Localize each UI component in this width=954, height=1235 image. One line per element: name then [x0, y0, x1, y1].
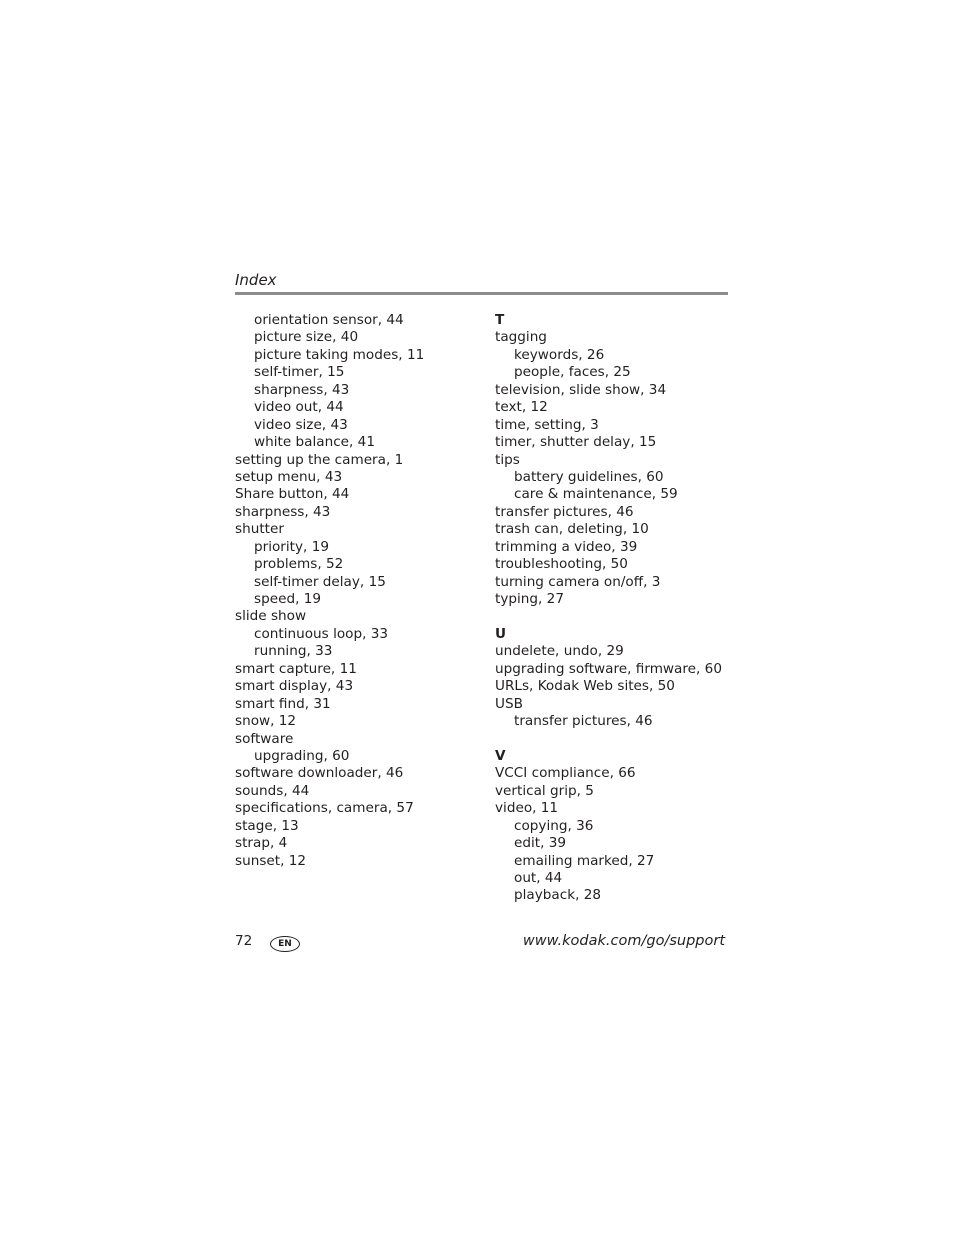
index-entry: smart display, 43	[235, 678, 354, 695]
index-entry: shutter	[235, 521, 284, 538]
index-subentry: problems, 52	[254, 556, 344, 573]
index-entry: smart capture, 11	[235, 660, 357, 677]
index-subentry: playback, 28	[514, 887, 602, 904]
index-entry: Share button, 44	[235, 486, 350, 503]
index-letter-heading: V	[495, 747, 506, 764]
index-letter-heading: T	[495, 312, 505, 328]
index-entry: time, setting, 3	[495, 416, 599, 433]
index-entry: USB	[495, 695, 523, 712]
index-entry: transfer pictures, 46	[495, 503, 634, 520]
index-entry: strap, 4	[235, 835, 288, 852]
language-badge: EN	[270, 936, 300, 952]
index-subentry: edit, 39	[514, 835, 567, 852]
index-subentry: emailing marked, 27	[514, 852, 655, 869]
index-entry: sharpness, 43	[235, 503, 331, 520]
index-entry: timer, shutter delay, 15	[495, 434, 657, 451]
index-subentry: people, faces, 25	[514, 364, 631, 381]
index-subentry: video out, 44	[254, 399, 344, 416]
index-subentry: continuous loop, 33	[254, 625, 389, 642]
index-entry: upgrading software, firmware, 60	[495, 660, 722, 677]
index-subentry: upgrading, 60	[254, 747, 350, 764]
index-spacer	[495, 731, 735, 748]
index-subentry: orientation sensor, 44	[254, 312, 404, 328]
index-entry: slide show	[235, 608, 307, 625]
index-subentry: sharpness, 43	[254, 381, 350, 398]
index-subentry: speed, 19	[254, 591, 322, 607]
support-url[interactable]: www.kodak.com/go/support	[522, 933, 725, 949]
index-subentry: keywords, 26	[514, 346, 605, 363]
index-entry: software	[235, 730, 294, 747]
index-subentry: running, 33	[254, 643, 333, 660]
index-subentry: picture size, 40	[254, 329, 359, 346]
index-entry: tips	[495, 451, 520, 468]
index-entry: trimming a video, 39	[495, 538, 638, 555]
index-subentry: video size, 43	[254, 416, 348, 433]
header-rule	[235, 292, 728, 295]
index-letter-heading: U	[495, 625, 507, 642]
index-subentry: white balance, 41	[254, 434, 375, 451]
index-subentry: picture taking modes, 11	[254, 346, 425, 363]
index-spacer	[495, 608, 735, 625]
index-entry: sounds, 44	[235, 782, 310, 799]
index-entry: vertical grip, 5	[495, 782, 594, 799]
index-entry: VCCI compliance, 66	[495, 765, 636, 782]
index-subentry: priority, 19	[254, 538, 329, 555]
index-entry: URLs, Kodak Web sites, 50	[495, 678, 675, 695]
index-entry: undelete, undo, 29	[495, 643, 624, 660]
index-entry: video, 11	[495, 800, 559, 817]
index-entry: software downloader, 46	[235, 765, 404, 782]
index-column-right	[495, 312, 735, 905]
index-entry: smart find, 31	[235, 695, 331, 712]
index-subentry: care & maintenance, 59	[514, 486, 678, 503]
index-column-left	[235, 312, 475, 870]
index-subentry: out, 44	[514, 870, 563, 886]
index-subentry: self-timer, 15	[254, 364, 345, 381]
index-entry: turning camera on/off, 3	[495, 573, 661, 590]
index-entry: television, slide show, 34	[495, 381, 667, 398]
index-entry: setup menu, 43	[235, 468, 343, 485]
index-entry: snow, 12	[235, 713, 297, 730]
page-number: 72	[235, 933, 253, 949]
index-entry: typing, 27	[495, 591, 564, 607]
index-entry: tagging	[495, 329, 547, 346]
index-entry: text, 12	[495, 399, 548, 416]
index-entry: setting up the camera, 1	[235, 451, 404, 468]
index-entry: sunset, 12	[235, 852, 307, 869]
index-entry: specifications, camera, 57	[235, 800, 414, 817]
index-entry: troubleshooting, 50	[495, 556, 628, 573]
index-subentry: copying, 36	[514, 817, 594, 834]
index-entry: stage, 13	[235, 817, 299, 834]
index-subentry: battery guidelines, 60	[514, 468, 664, 485]
index-subentry: transfer pictures, 46	[514, 713, 653, 730]
index-subentry: self-timer delay, 15	[254, 573, 386, 590]
index-entry: trash can, deleting, 10	[495, 521, 649, 538]
section-title: Index	[235, 271, 277, 289]
